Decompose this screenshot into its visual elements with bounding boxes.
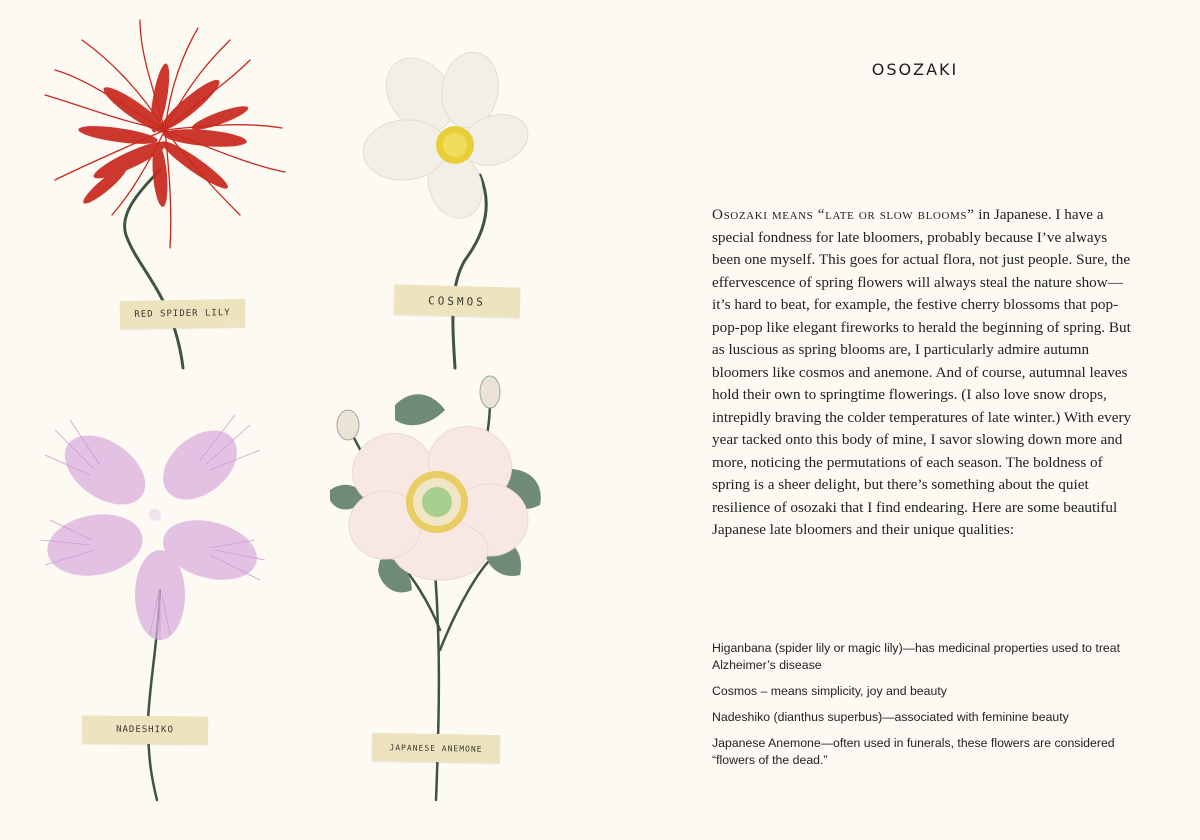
- list-item: Nadeshiko (dianthus superbus)—associated with feminine beauty: [712, 710, 1069, 724]
- cosmos-illustration: [361, 45, 536, 368]
- cosmos-label: COSMOS: [394, 284, 521, 317]
- essay-lead-in: Osozaki means “late or slow blooms”: [712, 206, 975, 223]
- page-title: OSOZAKI: [871, 60, 959, 79]
- red-spider-lily-label: RED SPIDER LILY: [120, 299, 245, 329]
- late-bloomers-list: [712, 640, 1122, 778]
- list-item: Cosmos – means simplicity, joy and beauty: [712, 684, 947, 698]
- japanese-anemone-label: JAPANESE ANEMONE: [372, 733, 500, 763]
- essay-body: in Japanese. I have a special fondness for late bloomers, probably because I’ve always been one myself. This goes for actual flora, not just people. Sure, the effervescence of spring flowers will always steal the nature show—it’s hard to beat, for example, the festive cherry blossoms that pop-pop-pop like elegant fireworks to herald the beginning of spring. But as luscious as spring blooms are, I particularly admire autumn bloomers like cosmos and anemone. And of course, autumnal leaves hold their own to springtime flowerings. (I also love snow drops, intrepidly braving the colder temperatures of late winter.) With every year tacked onto this body of mine, I savor slowing down more and more, noticing the permutations of each season. The boldness of spring is a sheer delight, but there’s something about the quiet resilience of osozaki that I find endearing. Here are some beautiful Japanese late bloomers and their unique qualities:: [712, 206, 1132, 538]
- list-item: Japanese Anemone—often used in funerals, these flowers are considered “flowers of the dead.”: [712, 736, 1115, 767]
- nadeshiko-label: NADESHIKO: [82, 715, 208, 744]
- list-item: Higanbana (spider lily or magic lily)—has medicinal properties used to treat Alzheimer’s disease: [712, 641, 1121, 672]
- essay-paragraph: [712, 204, 1132, 542]
